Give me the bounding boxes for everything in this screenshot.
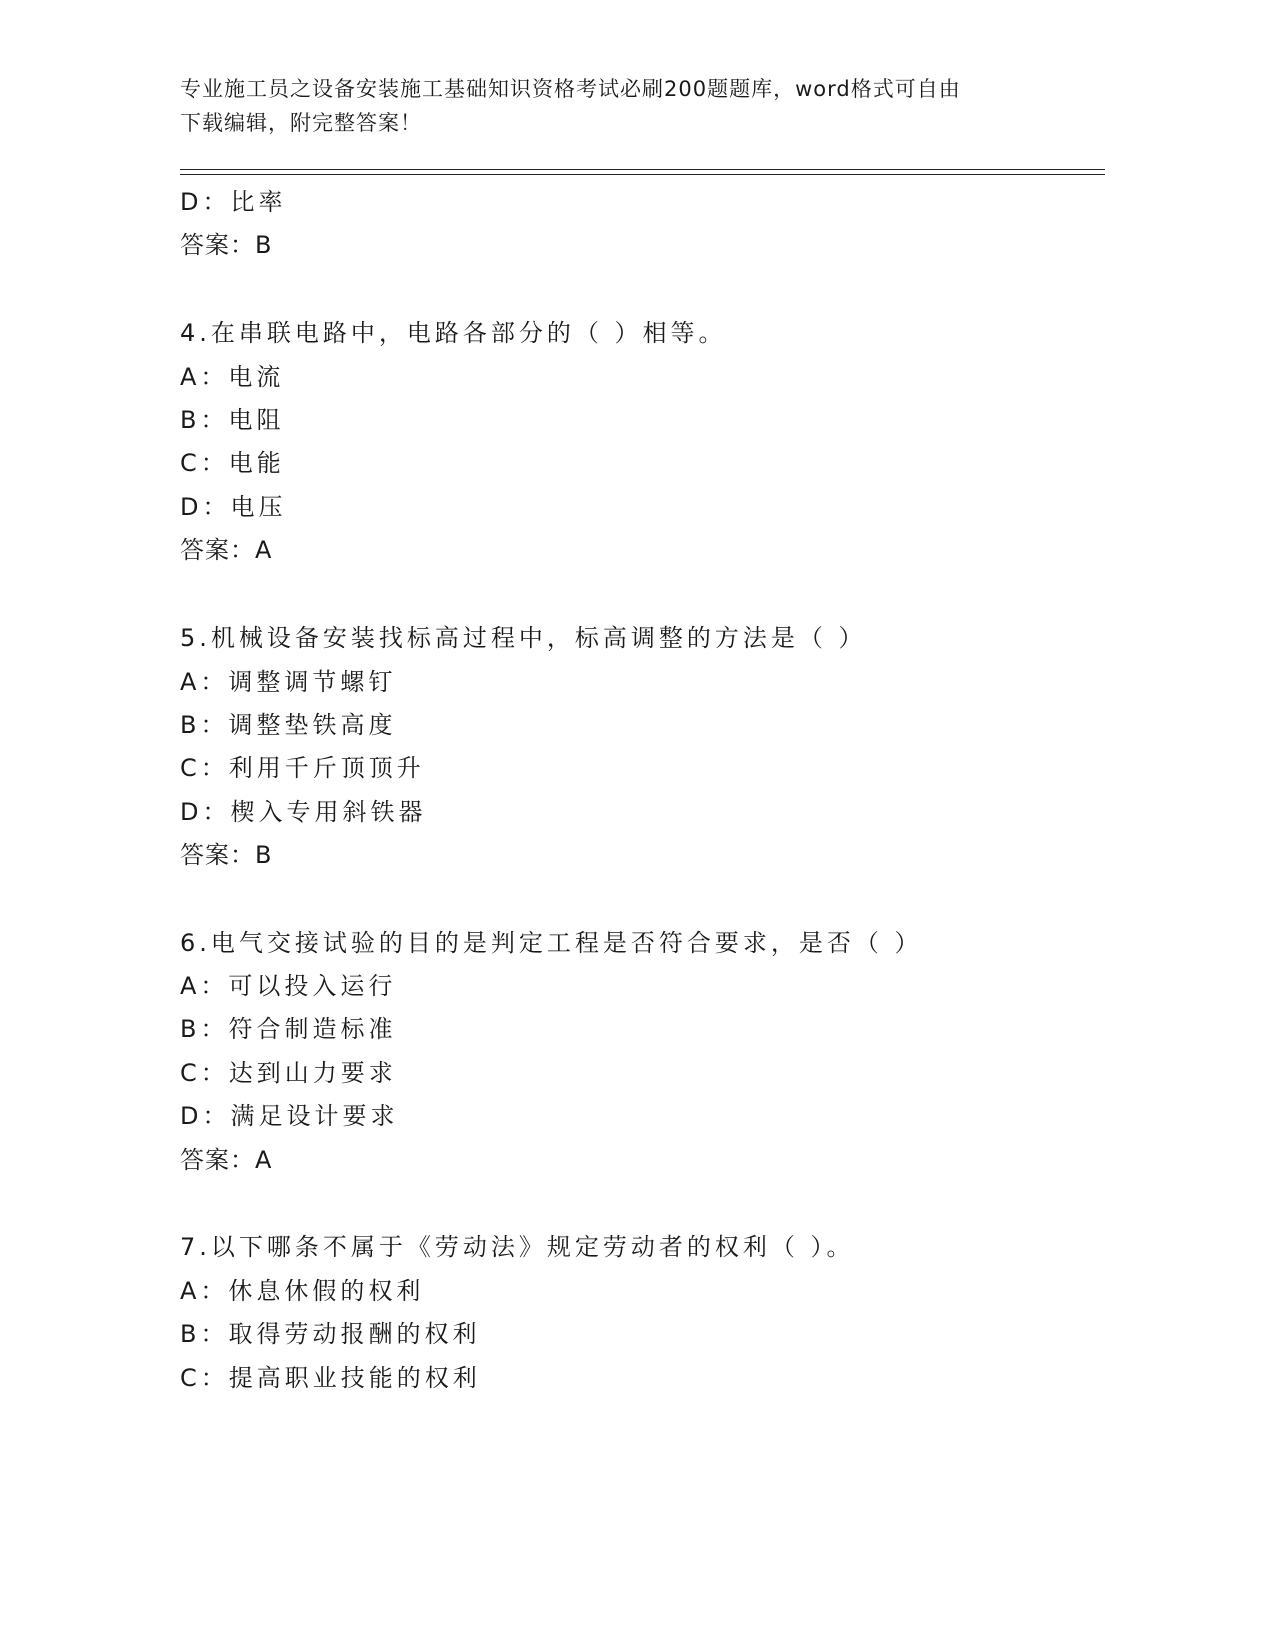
header-divider-top: [180, 169, 1105, 170]
question-4-option-d: D：电压: [180, 493, 287, 521]
question-6-option-d: D：满足设计要求: [180, 1102, 399, 1130]
question-7-option-a: A：休息休假的权利: [180, 1277, 425, 1305]
prev-question-option-d: D：比率: [180, 188, 287, 216]
question-6-answer: 答案：A: [180, 1146, 273, 1174]
question-5-stem: 5.机械设备安装找标高过程中，标高调整的方法是（ ）: [180, 624, 867, 652]
question-6-option-b: B：符合制造标准: [180, 1015, 397, 1043]
document-header: [180, 72, 1060, 140]
question-5-option-a: A：调整调节螺钉: [180, 668, 397, 696]
question-6-option-a: A：可以投入运行: [180, 972, 397, 1000]
question-4-option-b: B：电阻: [180, 406, 285, 434]
question-7-option-c: C：提高职业技能的权利: [180, 1364, 481, 1392]
header-divider-bottom: [180, 174, 1105, 175]
question-7-option-b: B：取得劳动报酬的权利: [180, 1320, 481, 1348]
header-title-line-2: 下载编辑，附完整答案！: [180, 111, 422, 135]
question-4-answer: 答案：A: [180, 536, 273, 564]
question-5-option-d: D：楔入专用斜铁器: [180, 798, 427, 826]
question-4-option-c: C：电能: [180, 449, 285, 477]
question-5-answer: 答案：B: [180, 841, 273, 869]
question-7-stem: 7.以下哪条不属于《劳动法》规定劳动者的权利（ ）。: [180, 1233, 855, 1261]
prev-question-answer: 答案：B: [180, 231, 273, 259]
question-6-stem: 6.电气交接试验的目的是判定工程是否符合要求，是否（ ）: [180, 929, 923, 957]
question-5-option-c: C：利用千斤顶顶升: [180, 754, 425, 782]
header-title-line-1: 专业施工员之设备安装施工基础知识资格考试必刷200题题库，word格式可自由: [180, 77, 961, 101]
question-4-option-a: A：电流: [180, 363, 285, 391]
question-5-option-b: B：调整垫铁高度: [180, 711, 397, 739]
question-6-option-c: C：达到山力要求: [180, 1059, 397, 1087]
question-4-stem: 4.在串联电路中，电路各部分的（ ）相等。: [180, 319, 727, 347]
